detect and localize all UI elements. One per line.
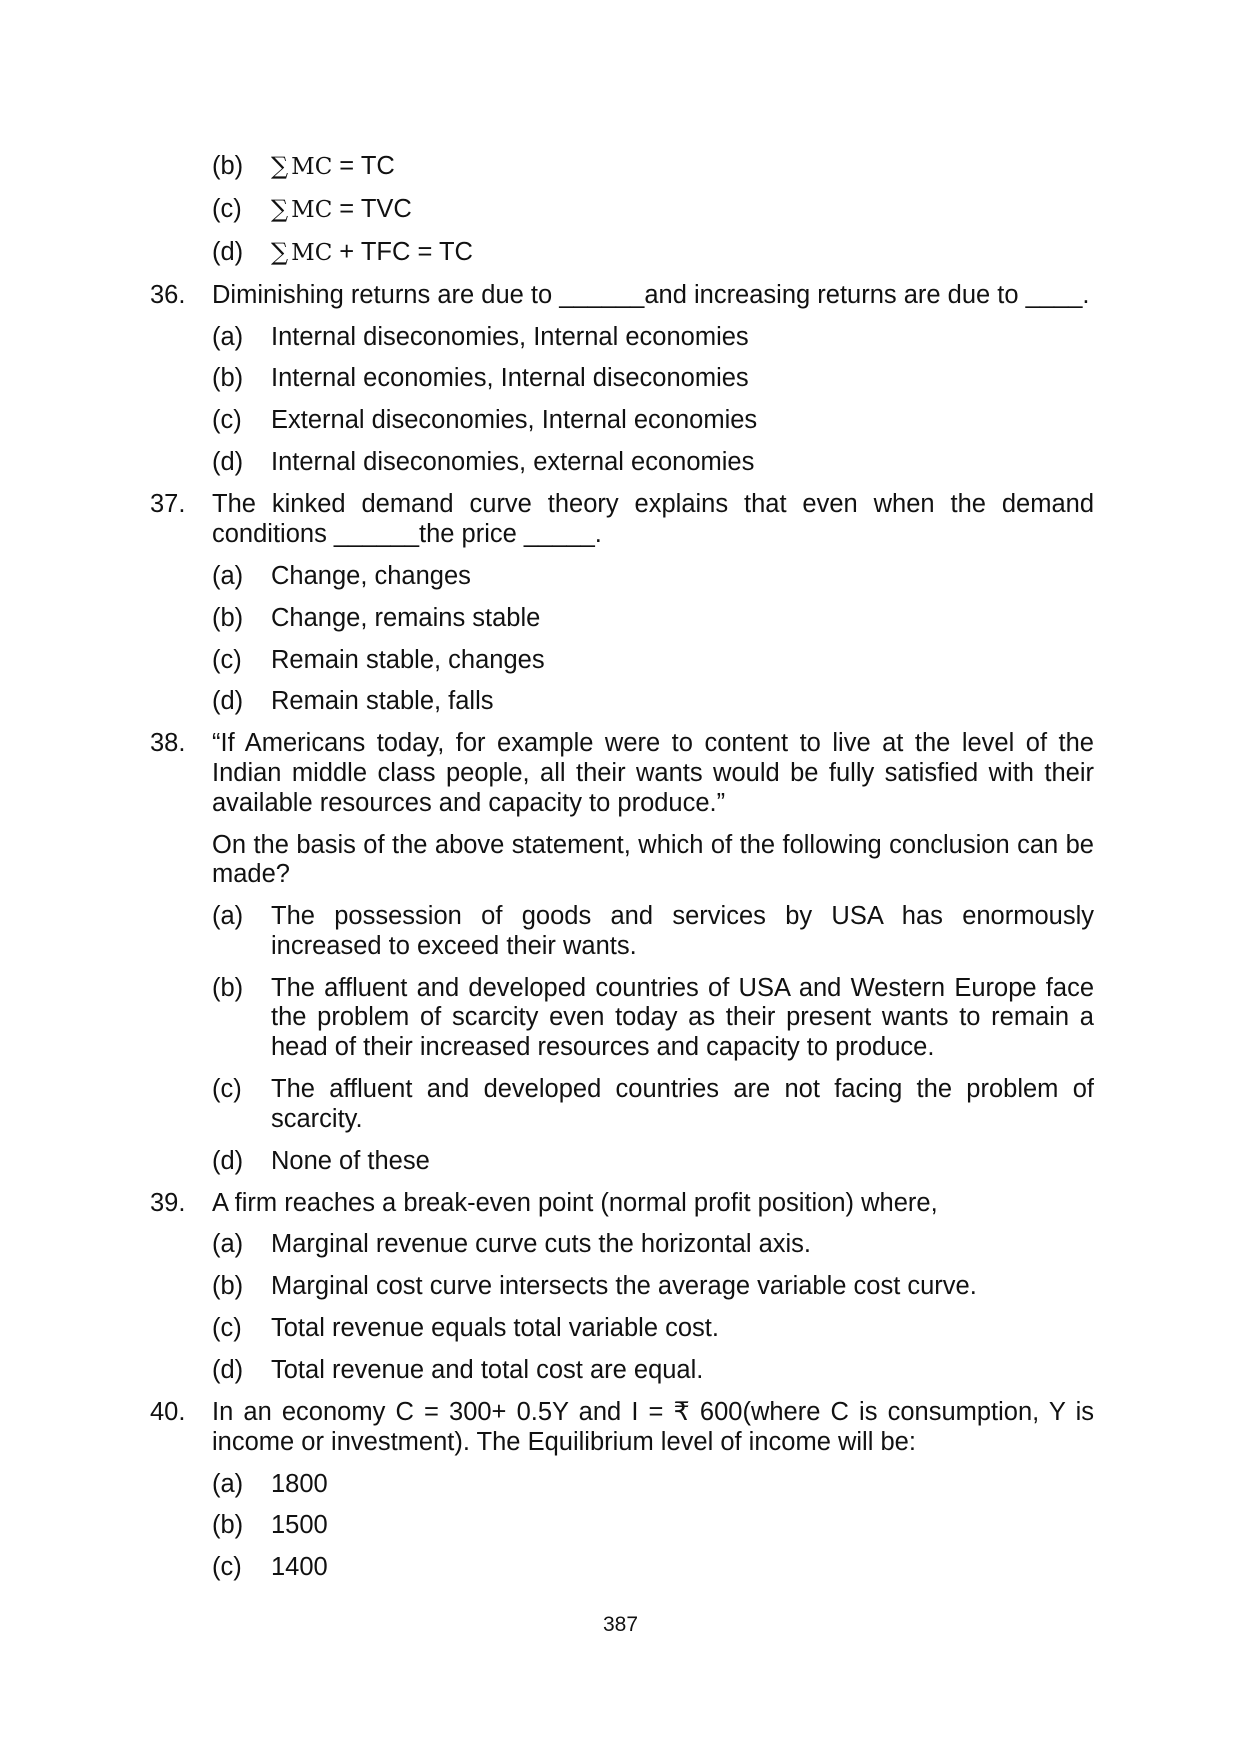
option-text: Remain stable, falls [271,687,494,716]
option-text: The affluent and developed countries are not facing the problem of scarcity. [271,1075,1094,1133]
option-label: (c) [212,1553,242,1582]
option-label: (a) [212,902,244,931]
option-text [271,238,1094,269]
option-label: (d) [212,687,244,716]
question-stem [150,1189,1094,1219]
q37-option-d [150,687,1094,717]
question-40 [150,1398,1094,1583]
q37-option-c [150,646,1094,676]
option-text: Change, remains stable [271,603,541,632]
option-label: (c) [212,406,242,435]
question-35-continued [150,152,1094,268]
option-label: (d) [212,237,244,266]
q38-option-a [150,902,1094,961]
option-text: Marginal revenue curve cuts the horizontal axis. [271,1230,812,1259]
question-39 [150,1189,1094,1386]
option-label: (d) [212,1356,244,1385]
q36-option-c [150,406,1094,436]
question-stem [150,281,1094,311]
math-variable: MC [291,154,333,180]
option-label: (a) [212,1230,244,1259]
option-label: (b) [212,1511,244,1540]
option-expression: + TFC = TC [339,237,473,266]
q40-option-b [150,1511,1094,1541]
option-label: (d) [212,448,244,477]
option-text: Internal diseconomies, external economies [271,448,755,477]
option-text: Total revenue and total cost are equal. [271,1356,704,1385]
option-text: None of these [271,1146,430,1175]
q35-option-b [150,152,1094,183]
math-variable: MC [291,239,333,266]
q38-option-b [150,974,1094,1063]
option-text: Internal economies, Internal diseconomies [271,364,749,393]
question-stem [150,1398,1094,1457]
page-number: 387 [602,1613,639,1636]
math-variable: MC [291,196,333,223]
option-label: (c) [212,1075,242,1104]
option-label: (c) [212,1314,242,1343]
option-label: (c) [212,194,242,223]
q37-option-b [150,604,1094,634]
q35-option-c [150,195,1094,226]
q36-option-a [150,323,1094,353]
option-text: Marginal cost curve intersects the average variable cost curve. [271,1272,977,1301]
q38-option-d [150,1147,1094,1177]
option-label: (b) [212,1272,244,1301]
option-label: (b) [212,364,244,393]
option-label: (a) [212,561,244,590]
question-number: 36. [150,280,186,309]
q39-option-a [150,1230,1094,1260]
question-stem [150,490,1094,549]
option-text [271,152,1094,183]
question-text: The kinked demand curve theory explains that even when the demand conditions ______the price _____. [212,490,1094,548]
option-label: (b) [212,603,244,632]
q38-option-c [150,1075,1094,1134]
option-text: Change, changes [271,561,471,590]
question-number: 39. [150,1188,186,1217]
option-text: 1800 [271,1469,328,1498]
question-37 [150,490,1094,717]
q39-option-b [150,1272,1094,1302]
option-expression: = TC [339,152,395,180]
sum-symbol: ∑ [271,194,289,223]
option-label: (c) [212,645,242,674]
option-text: The possession of goods and services by USA has enormously increased to exceed their wants. [271,902,1094,960]
question-text: Diminishing returns are due to ______and increasing returns are due to ____. [212,280,1090,309]
page-content [150,152,1094,1595]
q39-option-d [150,1356,1094,1386]
q40-option-c [150,1553,1094,1583]
option-text: Internal diseconomies, Internal economies [271,322,749,351]
question-36 [150,281,1094,478]
q36-option-d [150,448,1094,478]
option-text: 1400 [271,1553,328,1582]
q36-option-b [150,364,1094,394]
question-text: “If Americans today, for example were to content to live at the level of the Indian middle class people, all their wants would be fully satisfied with their available resources and capacity to produce.” [212,729,1094,817]
question-38 [150,729,1094,1176]
q39-option-c [150,1314,1094,1344]
option-text: Remain stable, changes [271,645,545,674]
sum-symbol: ∑ [271,152,289,180]
question-number: 40. [150,1398,186,1426]
option-label: (d) [212,1146,244,1175]
q35-option-d [150,238,1094,269]
question-prompt: On the basis of the above statement, which of the following conclusion can be made? [212,830,1094,889]
option-text: External diseconomies, Internal economies [271,406,758,435]
question-stem [150,729,1094,818]
option-text: Total revenue equals total variable cost. [271,1314,719,1343]
option-text: The affluent and developed countries of USA and Western Europe face the problem of scarcity even today as their present wants to remain a head of their increased resources and capacity to produce. [271,973,1094,1062]
option-label: (b) [212,152,244,180]
option-text [271,195,1094,226]
option-label: (b) [212,973,244,1002]
option-label: (a) [212,1469,244,1498]
option-text: 1500 [271,1511,328,1540]
q37-option-a [150,562,1094,592]
sum-symbol: ∑ [271,237,289,266]
question-number: 38. [150,729,186,758]
question-text: A firm reaches a break-even point (normal profit position) where, [212,1188,938,1217]
option-expression: = TVC [339,194,412,223]
question-number: 37. [150,490,186,519]
question-text: In an economy C = 300+ 0.5Y and I = ₹ 600(where C is consumption, Y is income or investment). The Equilibrium level of income will be: [212,1398,1094,1456]
q40-option-a [150,1470,1094,1500]
option-label: (a) [212,322,244,351]
